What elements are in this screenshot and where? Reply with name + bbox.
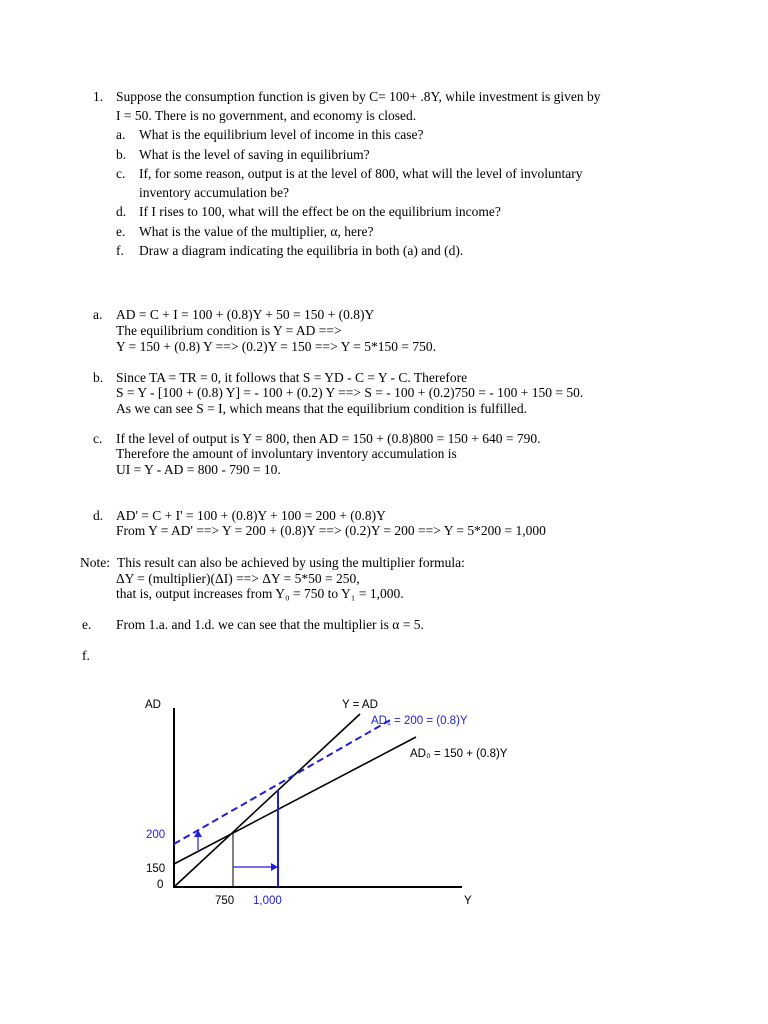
part-text-b: What is the level of saving in equilibrium?	[139, 147, 370, 162]
part-text-e: What is the value of the multiplier, α, here?	[139, 224, 374, 239]
ad1-label: AD₁ = 200 = (0.8)Y	[371, 715, 468, 727]
ad0-label: AD₀ = 150 + (0.8)Y	[410, 748, 508, 760]
part-label-d: d.	[116, 204, 127, 219]
part-text-a: What is the equilibrium level of income in this case?	[139, 127, 424, 142]
answer-label-a: a.	[93, 307, 103, 322]
x-tick-750: 750	[215, 895, 235, 907]
answer-b-line-1: Since TA = TR = 0, it follows that S = YD - C = Y - C. Therefore	[116, 370, 468, 385]
origin-label: 0	[157, 879, 164, 891]
y-tick-200: 200	[146, 829, 166, 841]
answer-a-line-3: Y = 150 + (0.8) Y ==> (0.2)Y = 150 ==> Y = 5*150 = 750.	[116, 339, 436, 354]
part-text-f: Draw a diagram indicating the equilibria in both (a) and (d).	[139, 243, 464, 258]
answer-a-line-2: The equilibrium condition is Y = AD ==>	[116, 323, 342, 338]
answer-label-c: c.	[93, 431, 103, 446]
answer-c-line-2: Therefore the amount of involuntary inventory accumulation is	[116, 446, 457, 461]
ad1-line	[174, 719, 392, 844]
line-45-degree	[174, 714, 360, 887]
y-axis-label: AD	[145, 699, 161, 711]
question-number: 1.	[93, 89, 104, 104]
note-line-3: that is, output increases from Y₀ = 750 to Y₁ = 1,000.	[116, 586, 404, 601]
part-label-b: b.	[116, 147, 127, 162]
question-line-1: Suppose the consumption function is given by C= 100+ .8Y, while investment is given by	[116, 89, 601, 104]
answer-b-line-2: S = Y - [100 + (0.8) Y] = - 100 + (0.2) Y ==> S = - 100 + (0.2)750 = - 100 + 150 = 50.	[116, 385, 584, 400]
part-label-c: c.	[116, 166, 126, 181]
answer-a-line-1: AD = C + I = 100 + (0.8)Y + 50 = 150 + (0.8)Y	[116, 307, 375, 322]
x-tick-1000: 1,000	[253, 895, 282, 907]
note-label: Note:	[80, 555, 110, 570]
part-text-d: If I rises to 100, what will the effect be on the equilibrium income?	[139, 204, 501, 219]
answer-b-line-3: As we can see S = I, which means that the equilibrium condition is fulfilled.	[116, 401, 528, 416]
part-text-c: If, for some reason, output is at the level of 800, what will the level of involuntary	[139, 166, 583, 181]
answer-label-d: d.	[93, 508, 104, 523]
line-45-label: Y = AD	[342, 699, 378, 711]
answer-e-text: From 1.a. and 1.d. we can see that the multiplier is α = 5.	[116, 617, 424, 632]
part-label-a: a.	[116, 127, 126, 142]
answer-label-e: e.	[82, 617, 92, 632]
answer-label-f: f.	[82, 648, 90, 663]
answer-d-line-1: AD' = C + I' = 100 + (0.8)Y + 100 = 200 + (0.8)Y	[116, 508, 386, 523]
part-label-e: e.	[116, 224, 126, 239]
answer-c-line-1: If the level of output is Y = 800, then AD = 150 + (0.8)800 = 150 + 640 = 790.	[116, 431, 541, 446]
answer-c-line-3: UI = Y - AD = 800 - 790 = 10.	[116, 462, 281, 477]
answer-d-line-2: From Y = AD' ==> Y = 200 + (0.8)Y ==> (0.2)Y = 200 ==> Y = 5*200 = 1,000	[116, 523, 546, 538]
answer-label-b: b.	[93, 370, 104, 385]
note-line-2: ΔY = (multiplier)(ΔI) ==> ΔY = 5*50 = 250,	[116, 571, 360, 586]
part-label-f: f.	[116, 243, 124, 258]
note-line-1: This result can also be achieved by using the multiplier formula:	[117, 555, 465, 570]
ad0-line	[174, 737, 416, 864]
arrowhead-right-icon	[271, 863, 278, 871]
x-axis-label: Y	[464, 895, 472, 907]
y-tick-150: 150	[146, 863, 166, 875]
question-line-2: I = 50. There is no government, and economy is closed.	[116, 108, 417, 123]
part-text-c-cont: inventory accumulation be?	[139, 185, 289, 200]
